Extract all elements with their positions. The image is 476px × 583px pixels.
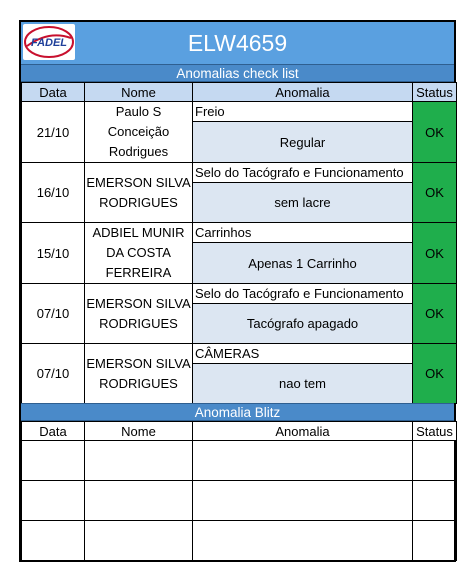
col-header-anomaly: Anomalia [193, 422, 413, 441]
col-header-status: Status [413, 422, 457, 441]
checklist-row [22, 223, 457, 243]
row-anomaly-detail: sem lacre [193, 183, 413, 223]
row-anomaly: Selo do Tacógrafo e Funcionamento [193, 284, 413, 304]
name-line: RODRIGUES [99, 375, 178, 391]
row-anomaly: Carrinhos [193, 223, 413, 243]
name-line: Paulo S [115, 104, 162, 119]
name-line: RODRIGUES [99, 315, 178, 331]
row-status: OK [413, 163, 457, 223]
checklist-table [21, 82, 457, 404]
name-line: EMERSON SILVA [86, 174, 191, 190]
row-name [85, 344, 193, 404]
blitz-header-row [22, 422, 457, 441]
row-date: 07/10 [22, 284, 85, 344]
checklist-row [22, 163, 457, 183]
checklist-row [22, 284, 457, 304]
row-date: 07/10 [22, 344, 85, 404]
vehicle-plate-title: ELW4659 [187, 30, 288, 56]
col-header-date: Data [22, 83, 85, 102]
blitz-empty-row [22, 521, 457, 561]
checklist-header-row [22, 83, 457, 102]
row-anomaly-detail: nao tem [193, 364, 413, 404]
row-status: OK [413, 284, 457, 344]
name-line: DA COSTA [106, 245, 171, 260]
row-anomaly: Selo do Tacógrafo e Funcionamento [193, 163, 413, 183]
row-status: OK [413, 102, 457, 163]
col-header-anomaly: Anomalia [193, 83, 413, 102]
row-anomaly-detail: Regular [193, 122, 413, 163]
name-line: Rodrigues [108, 144, 169, 159]
col-header-name: Nome [85, 422, 193, 441]
row-anomaly: Freio [193, 102, 413, 122]
blitz-empty-row [22, 481, 457, 521]
name-line: EMERSON SILVA [86, 295, 191, 311]
checklist-band: Anomalias check list [21, 64, 454, 82]
col-header-status: Status [413, 83, 457, 102]
col-header-name: Nome [85, 83, 193, 102]
row-anomaly-detail: Apenas 1 Carrinho [193, 243, 413, 284]
checklist-row [22, 344, 457, 364]
logo-text: FADEL [30, 37, 68, 49]
row-status: OK [413, 223, 457, 284]
blitz-band: Anomalia Blitz [21, 403, 454, 421]
sheet-header [21, 22, 454, 64]
row-anomaly-detail: Tacógrafo apagado [193, 304, 413, 344]
name-line: Conceição [107, 124, 170, 139]
row-name [85, 163, 193, 223]
row-date: 15/10 [22, 223, 85, 284]
row-name [85, 102, 193, 163]
row-date: 16/10 [22, 163, 85, 223]
name-line: ADBIEL MUNIR [92, 225, 185, 240]
row-name [85, 223, 193, 284]
inspection-sheet [19, 20, 456, 562]
blitz-empty-row [22, 441, 457, 481]
row-anomaly: CÂMERAS [193, 344, 413, 364]
checklist-row [22, 102, 457, 122]
row-name [85, 284, 193, 344]
blitz-table [21, 421, 457, 561]
row-date: 21/10 [22, 102, 85, 163]
col-header-date: Data [22, 422, 85, 441]
name-line: FERREIRA [105, 265, 172, 280]
name-line: EMERSON SILVA [86, 355, 191, 371]
name-line: RODRIGUES [99, 194, 178, 210]
row-status: OK [413, 344, 457, 404]
